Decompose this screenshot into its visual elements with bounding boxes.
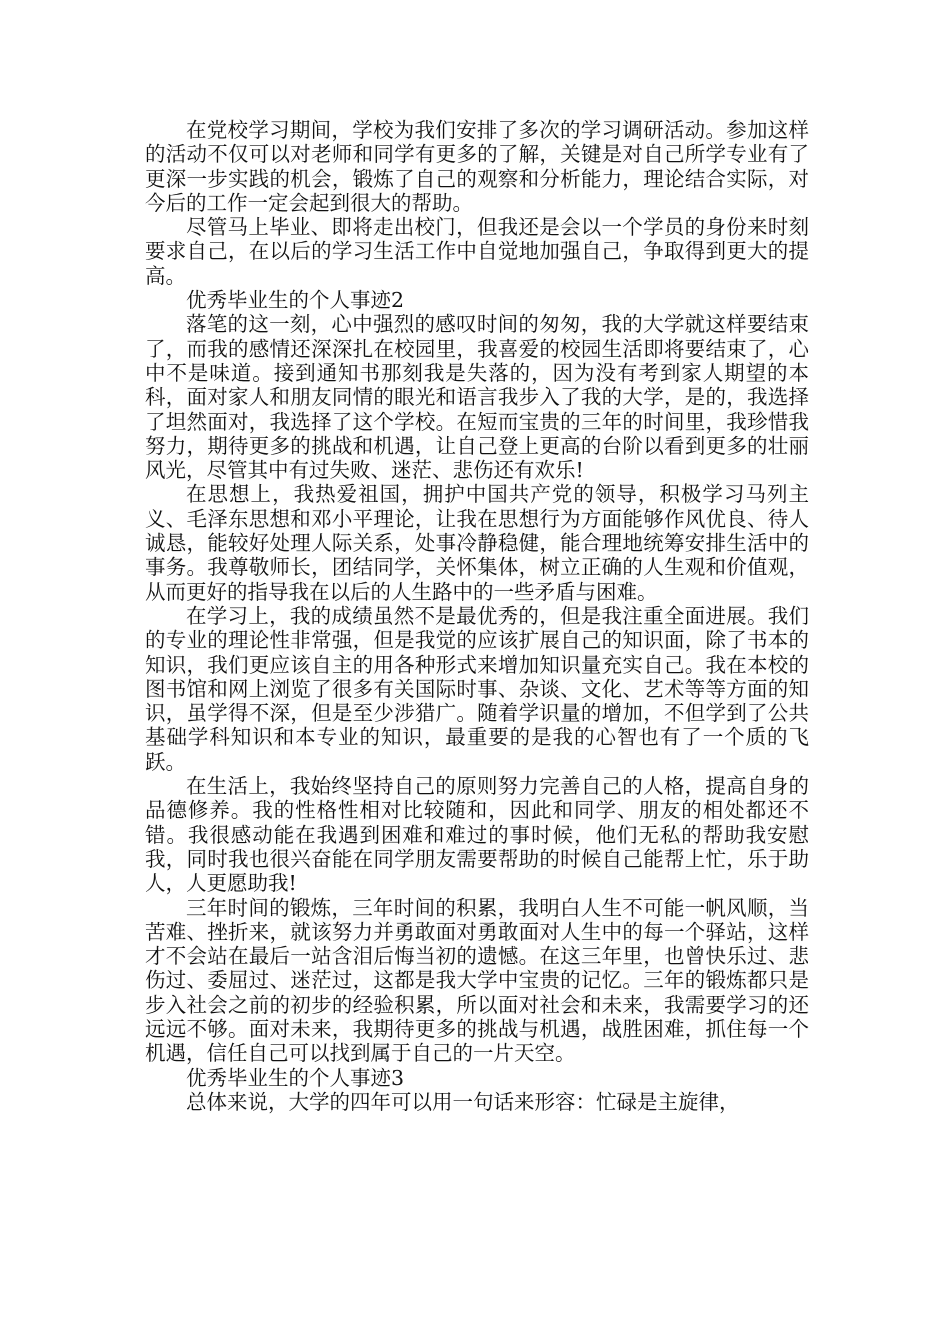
document-page — [145, 118, 809, 1114]
section-heading-3: 优秀毕业生的个人事迹3 — [186, 1065, 405, 1090]
paragraph-reflection: 落笔的这一刻，心中强烈的感叹时间的匆匆，我的大学就这样要结束了，而我的感情还深深扎在校园里，我喜爱的校园生活即将要结束了，心中不是味道。接到通知书那刻我是失落的，因为没有考到家人期望的本科，面对家人和朋友同情的眼光和语言我步入了我的大学，是的，我选择了坦然面对，我选择了这个学校。在短而宝贵的三年的时间里，我珍惜我努力，期待更多的挑战和机遇，让自己登上更高的台阶以看到更多的壮丽风光，尽管其中有过失败、迷茫、悲伤还有欢乐! — [145, 312, 809, 483]
paragraph-ideology: 在思想上，我热爱祖国，拥护中国共产党的领导，积极学习马列主义、毛泽东思想和邓小平理论，让我在思想行为方面能够作风优良、待人诚恳，能较好处理人际关系，处事冷静稳健，能合理地统筹安排生活中的事务。我尊敬师长，团结同学，关怀集体，树立正确的人生观和价值观，从而更好的指导我在以后的人生路中的一些矛盾与困难。 — [145, 482, 809, 604]
paragraph-three-years: 三年时间的锻炼，三年时间的积累，我明白人生不可能一帆风顺，当苦难、挫折来，就该努力并勇敢面对勇敢面对人生中的每一个驿站，这样才不会站在最后一站含泪后悔当初的遗憾。在这三年里，也曾快乐过、悲伤过、委屈过、迷茫过，这都是我大学中宝贵的记忆。三年的锻炼都只是步入社会之前的初步的经验积累，所以面对社会和未来，我需要学习的还远远不够。面对未来，我期待更多的挑战与机遇，战胜困难，抓住每一个机遇，信任自己可以找到属于自己的一片天空。 — [145, 895, 809, 1066]
paragraph-study-activities: 在党校学习期间，学校为我们安排了多次的学习调研活动。参加这样的活动不仅可以对老师和同学有更多的了解，关键是对自己所学专业有了更深一步实践的机会，锻炼了自己的观察和分析能力，理论结合实际，对今后的工作一定会起到很大的帮助。 — [145, 118, 809, 215]
paragraph-life: 在生活上，我始终坚持自己的原则努力完善自己的人格，提高自身的品德修养。我的性格性相对比较随和，因此和同学、朋友的相处都还不错。我很感动能在我遇到困难和难过的事时候，他们无私的帮助我安慰我，同时我也很兴奋能在同学朋友需要帮助的时候自己能帮上忙，乐于助人，人更愿助我! — [145, 774, 809, 896]
paragraph-summary: 总体来说，大学的四年可以用一句话来形容：忙碌是主旋律， — [186, 1089, 740, 1114]
paragraph-academics: 在学习上，我的成绩虽然不是最优秀的，但是我注重全面进展。我们的专业的理论性非常强，但是我觉的应该扩展自己的知识面，除了书本的知识，我们更应该自主的用各种形式来增加知识量充实自己。我在本校的图书馆和网上浏览了很多有关国际时事、杂谈、文化、艺术等等方面的知识，虽学得不深，但是至少涉猎广。随着学识量的增加，不但学到了公共基础学科知识和本专业的知识，最重要的是我的心智也有了一个质的飞跃。 — [145, 603, 809, 774]
section-heading-2: 优秀毕业生的个人事迹2 — [186, 288, 405, 313]
paragraph-graduation-resolve: 尽管马上毕业、即将走出校门，但我还是会以一个学员的身份来时刻要求自己，在以后的学习生活工作中自觉地加强自己，争取得到更大的提高。 — [145, 215, 809, 288]
